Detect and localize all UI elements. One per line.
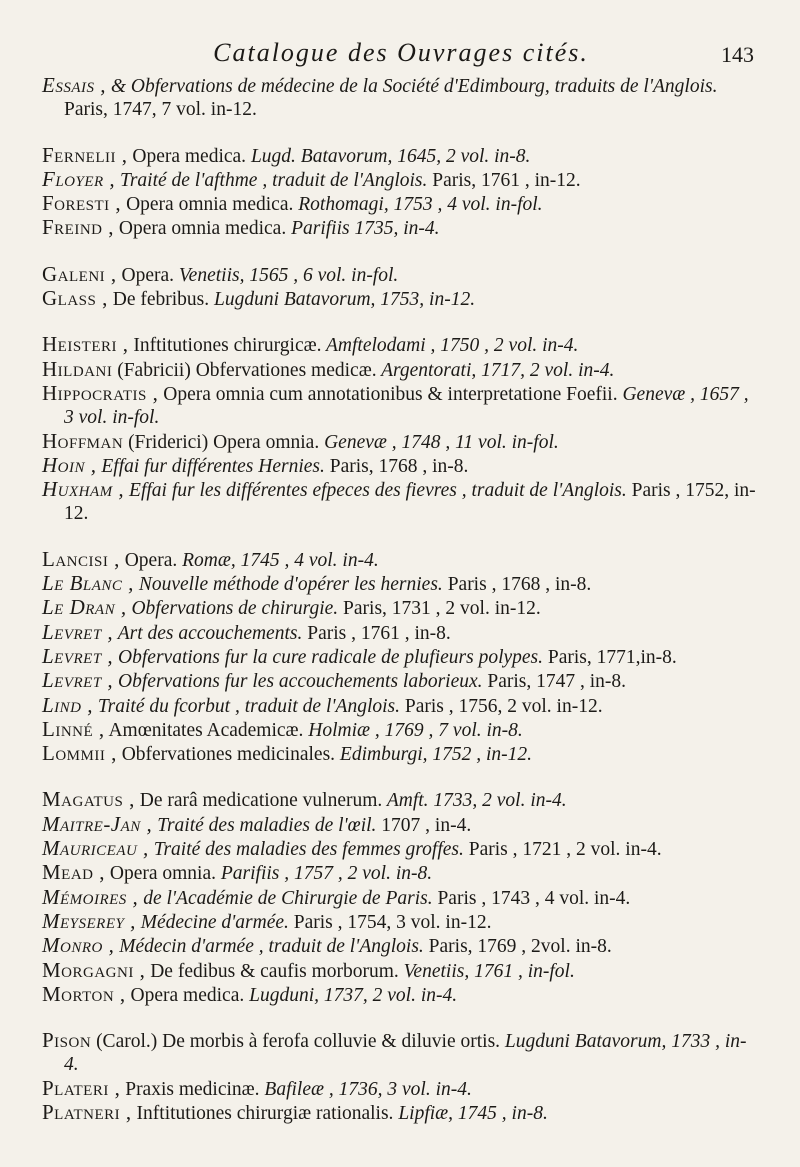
entry-author: Platneri , bbox=[42, 1099, 132, 1124]
entry-title: & Obfervations de médecine de la Société d'Edimbourg, traduits de l'Anglois. bbox=[106, 76, 718, 97]
entry-meyserey bbox=[42, 910, 760, 934]
entry-title: De fedibus & caufis morborum. bbox=[145, 960, 399, 982]
entry-title: Inftitutiones chirurgiæ rationalis. bbox=[131, 1102, 394, 1124]
entry-title: Inftitutiones chirurgicæ. bbox=[128, 335, 322, 357]
entry-imprint: Edimburgi, 1752 , in-12. bbox=[335, 744, 533, 766]
entry-author: Morgagni , bbox=[42, 957, 146, 982]
entry-imprint: Paris , 1761 , in-8. bbox=[302, 622, 451, 644]
entry-maitre-jan bbox=[42, 813, 760, 837]
entry-title: (Friderici) Opera omnia. bbox=[123, 431, 320, 453]
section-gap bbox=[42, 526, 760, 548]
entry-lancisi bbox=[42, 548, 760, 572]
entry-title: Opera. bbox=[119, 549, 178, 571]
entry-imprint: Bafileæ , 1736, 3 vol. in-4. bbox=[259, 1078, 472, 1100]
entry-leblanc bbox=[42, 572, 760, 596]
entry-title: Amœnitates Academicæ. bbox=[104, 719, 304, 741]
entry-freind bbox=[42, 216, 760, 240]
entry-author: Maitre-Jan , bbox=[42, 811, 153, 836]
entry-author: Floyer , bbox=[42, 166, 116, 191]
entry-title: Opera omnia medica. bbox=[114, 218, 287, 240]
entry-imprint: Parifiis , 1757 , 2 vol. in-8. bbox=[216, 863, 433, 885]
entry-author: Hippocratis , bbox=[42, 380, 159, 405]
entry-hoin bbox=[42, 454, 760, 478]
entry-plateri bbox=[42, 1077, 760, 1101]
section-gap bbox=[42, 122, 760, 144]
entry-morgagni bbox=[42, 959, 760, 983]
entry-pison bbox=[42, 1029, 760, 1077]
entry-memoires bbox=[42, 886, 760, 910]
entry-mead bbox=[42, 861, 760, 885]
entry-imprint: Venetiis, 1761 , in-fol. bbox=[398, 960, 575, 982]
entry-title: De febribus. bbox=[107, 289, 210, 311]
entry-mauriceau bbox=[42, 837, 760, 861]
entry-author: Magatus , bbox=[42, 787, 135, 812]
entry-imprint: Paris , 1752, in-12. bbox=[64, 480, 756, 525]
entry-author: Freind , bbox=[42, 215, 115, 240]
entry-foresti bbox=[42, 192, 760, 216]
entry-fernelii bbox=[42, 144, 760, 168]
entry-imprint: Lipfiæ, 1745 , in-8. bbox=[393, 1102, 548, 1124]
entry-imprint: Paris , 1754, 3 vol. in-12. bbox=[288, 911, 492, 933]
entry-levret-3 bbox=[42, 669, 760, 693]
entry-imprint: Parifiis 1735, in-4. bbox=[286, 218, 440, 240]
entry-title: Effai fur différentes Hernies. bbox=[96, 455, 325, 477]
entry-title: Obfervations de chirurgie. bbox=[126, 598, 339, 620]
entry-title: Opera omnia medica. bbox=[121, 194, 294, 216]
entry-author: Hoffman bbox=[42, 428, 124, 453]
entry-morton bbox=[42, 983, 760, 1007]
entry-author: Morton , bbox=[42, 981, 126, 1006]
entry-huxham bbox=[42, 478, 760, 526]
entry-title: Nouvelle méthode d'opérer les hernies. bbox=[133, 574, 443, 596]
entry-imprint: Paris, 1769 , 2vol. in-8. bbox=[423, 936, 612, 958]
entry-title: de l'Académie de Chirurgie de Paris. bbox=[138, 887, 433, 909]
entry-author: Glass , bbox=[42, 286, 108, 311]
entry-heisteri bbox=[42, 333, 760, 357]
entry-imprint: 1707 , in-4. bbox=[376, 814, 472, 836]
entry-author: Plateri , bbox=[42, 1075, 121, 1100]
entry-author: Lind , bbox=[42, 692, 94, 717]
entry-author: Hildani bbox=[42, 356, 113, 381]
section-gap bbox=[42, 766, 760, 788]
entry-imprint: Lugduni, 1737, 2 vol. in-4. bbox=[244, 984, 458, 1006]
entry-imprint: Argentorati, 1717, 2 vol. in-4. bbox=[376, 359, 615, 381]
entry-title: (Carol.) De morbis à ferofa colluvie & diluvie ortis. bbox=[91, 1031, 501, 1053]
entry-imprint: Paris , 1768 , in-8. bbox=[442, 574, 592, 596]
entry-imprint: Paris, 1731 , 2 vol. in-12. bbox=[338, 598, 541, 620]
entry-platneri bbox=[42, 1101, 760, 1125]
entry-author: Huxham , bbox=[42, 477, 125, 502]
entry-imprint: Holmiæ , 1769 , 7 vol. in-8. bbox=[303, 719, 523, 741]
entry-imprint: Amftelodami , 1750 , 2 vol. in-4. bbox=[321, 335, 579, 357]
entry-imprint: Paris , 1743 , 4 vol. in-4. bbox=[432, 887, 631, 909]
entry-lommii bbox=[42, 742, 760, 766]
running-header bbox=[42, 38, 760, 68]
entry-author: Essais , bbox=[42, 73, 106, 97]
entry-author: Levret , bbox=[42, 643, 114, 668]
entry-glass bbox=[42, 287, 760, 311]
entry-title: (Fabricii) Obfervationes medicæ. bbox=[112, 359, 377, 381]
entry-title: Opera omnia cum annotationibus & interpretatione Foefii. bbox=[158, 383, 618, 405]
entry-ledran bbox=[42, 596, 760, 620]
entry-title: Traité des maladies des femmes groffes. bbox=[148, 839, 464, 861]
entry-title: Art des accouchements. bbox=[113, 622, 303, 644]
entry-monro bbox=[42, 934, 760, 958]
entry-magatus bbox=[42, 788, 760, 812]
entry-essais bbox=[42, 74, 760, 122]
entry-title: Obfervationes medicinales. bbox=[116, 744, 336, 766]
entry-title: De rarâ medicatione vulnerum. bbox=[134, 790, 383, 812]
entry-imprint: Venetiis, 1565 , 6 vol. in-fol. bbox=[174, 264, 399, 286]
entry-title: Opera medica. bbox=[127, 145, 247, 167]
entry-title: Opera medica. bbox=[125, 984, 245, 1006]
entry-title: Effai fur les différentes efpeces des fievres , traduit de l'Anglois. bbox=[124, 480, 627, 502]
entry-author: Pison bbox=[42, 1028, 92, 1053]
entry-imprint: Rothomagi, 1753 , 4 vol. in-fol. bbox=[293, 194, 543, 216]
section-gap bbox=[42, 311, 760, 333]
entry-levret-1 bbox=[42, 621, 760, 645]
entry-author: Levret , bbox=[42, 668, 114, 693]
entry-hippocratis bbox=[42, 382, 760, 430]
entry-author: Meyserey , bbox=[42, 908, 136, 933]
entry-author: Le Dran , bbox=[42, 595, 127, 620]
entry-linne bbox=[42, 718, 760, 742]
entry-imprint: Paris, 1771,in-8. bbox=[543, 646, 677, 668]
entry-title: Traité des maladies de l'œil. bbox=[152, 814, 377, 836]
entry-author: Galeni , bbox=[42, 261, 117, 286]
entry-author: Mauriceau , bbox=[42, 836, 149, 861]
entry-imprint: Lugd. Batavorum, 1645, 2 vol. in-8. bbox=[246, 145, 531, 167]
entry-title: Opera. bbox=[116, 264, 175, 286]
page-title: Catalogue des Ouvrages cités. bbox=[213, 38, 589, 67]
entry-imprint: Amft. 1733, 2 vol. in-4. bbox=[382, 790, 567, 812]
entry-author: Foresti , bbox=[42, 191, 122, 216]
entry-author: Mead , bbox=[42, 860, 105, 885]
entry-floyer bbox=[42, 168, 760, 192]
section-gap bbox=[42, 241, 760, 263]
entry-author: Linné , bbox=[42, 716, 105, 741]
entry-title: Traité du fcorbut , traduit de l'Anglois. bbox=[93, 695, 400, 717]
entry-imprint: Romæ, 1745 , 4 vol. in-4. bbox=[177, 549, 379, 571]
entry-levret-2 bbox=[42, 645, 760, 669]
entry-imprint: Paris, 1768 , in-8. bbox=[324, 455, 469, 477]
entry-galeni bbox=[42, 263, 760, 287]
page-number: 143 bbox=[721, 42, 754, 67]
entry-imprint: Paris, 1761 , in-12. bbox=[427, 169, 581, 191]
entry-imprint: Paris , 1756, 2 vol. in-12. bbox=[400, 695, 603, 717]
entry-hoffman bbox=[42, 430, 760, 454]
entry-title: Obfervations fur les accouchements laborieux. bbox=[113, 671, 483, 693]
entry-title: Médecin d'armée , traduit de l'Anglois. bbox=[114, 936, 424, 958]
entry-imprint: Lugduni Batavorum, 1753, in-12. bbox=[209, 289, 476, 311]
entry-imprint: Paris, 1747, 7 vol. in-12. bbox=[64, 99, 257, 121]
entry-author: Le Blanc , bbox=[42, 571, 134, 596]
entry-title: Obfervations fur la cure radicale de plufieurs polypes. bbox=[113, 646, 544, 668]
entry-imprint: Genevæ , 1657 , 3 vol. in-fol. bbox=[64, 383, 749, 429]
entry-author: Hoin , bbox=[42, 452, 97, 477]
entry-author: Levret , bbox=[42, 619, 114, 644]
entry-lind bbox=[42, 694, 760, 718]
entry-list bbox=[42, 74, 760, 1125]
entry-imprint: Genevæ , 1748 , 11 vol. in-fol. bbox=[319, 431, 559, 453]
entry-author: Fernelii , bbox=[42, 142, 128, 167]
section-gap bbox=[42, 1007, 760, 1029]
entry-imprint: Lugduni Batavorum, 1733 , in-4. bbox=[64, 1031, 747, 1076]
entry-imprint: Paris , 1721 , 2 vol. in-4. bbox=[463, 839, 662, 861]
entry-author: Monro , bbox=[42, 933, 115, 958]
entry-author: Lommii , bbox=[42, 741, 117, 766]
entry-title: Praxis medicinæ. bbox=[120, 1078, 260, 1100]
entry-author: Lancisi , bbox=[42, 546, 120, 571]
entry-author: Heisteri , bbox=[42, 332, 129, 357]
entry-title: Opera omnia. bbox=[105, 863, 217, 885]
entry-imprint: Paris, 1747 , in-8. bbox=[482, 671, 627, 693]
entry-title: Traité de l'afthme , traduit de l'Anglois. bbox=[115, 169, 428, 191]
entry-title: Médecine d'armée. bbox=[135, 911, 289, 933]
entry-hildani bbox=[42, 358, 760, 382]
entry-author: Mémoires , bbox=[42, 884, 139, 909]
